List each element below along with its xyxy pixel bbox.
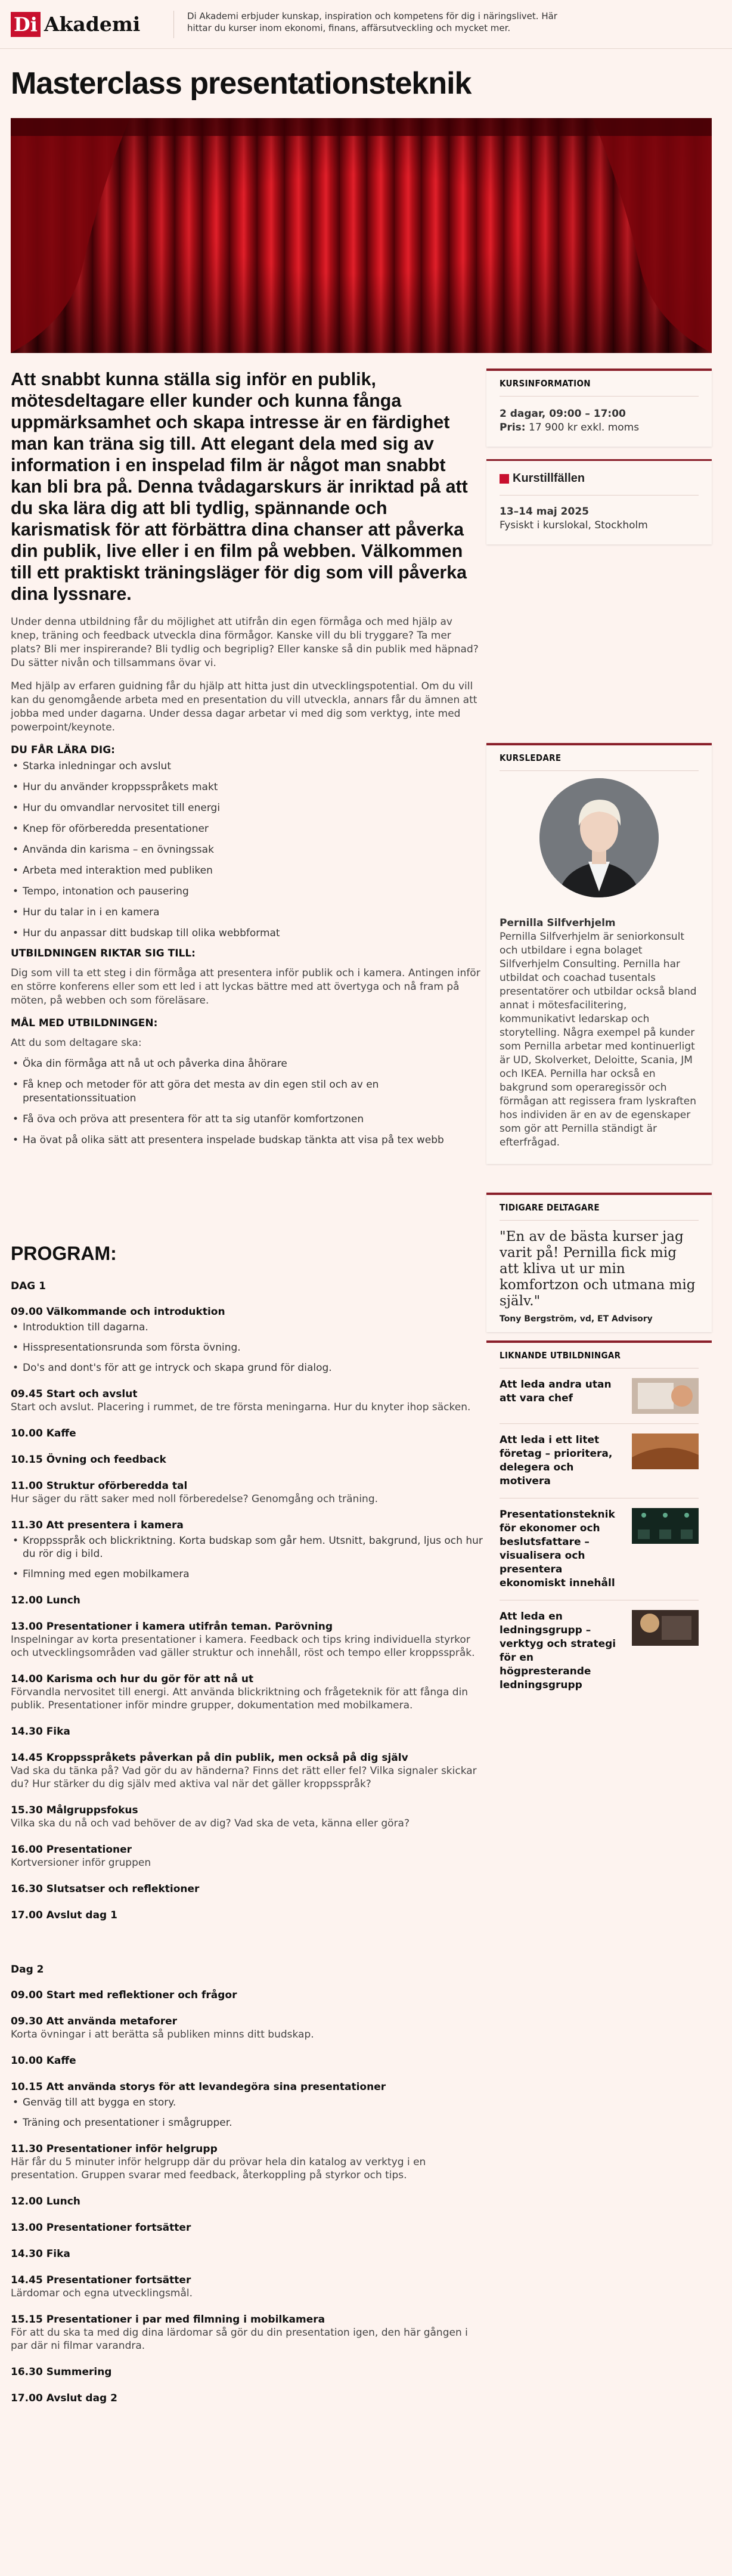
related-course-item[interactable] bbox=[500, 1368, 699, 1424]
price-label: Pris: bbox=[500, 422, 526, 434]
schedule-item-description: Vad ska du tänka på? Vad gör du av händerna? Finns det rätt eller fel? Vilka signaler skickar du? Hur stärker du dig själv med aktiva val när det gäller kroppsspråk? bbox=[11, 1765, 477, 1790]
list-item: • Ha övat på olika sätt att presentera inspelade budskap tänkta att visa på tex webb bbox=[11, 1134, 482, 1147]
schedule-item-title: 09.00 Start med reflektioner och frågor bbox=[11, 1989, 237, 2001]
goals-intro: Att du som deltagare ska: bbox=[11, 1037, 142, 1049]
teacher-heading: KURSLEDARE bbox=[500, 753, 699, 771]
schedule-item-title: 14.45 Kroppsspråkets påverkan på din publik, men också på dig själv bbox=[11, 1752, 408, 1764]
schedule-item bbox=[11, 2221, 488, 2234]
day-2-heading: Dag 2 bbox=[11, 1964, 44, 1976]
schedule-item bbox=[11, 1388, 488, 1414]
related-course-image[interactable] bbox=[632, 1610, 699, 1646]
teacher-box bbox=[486, 743, 712, 1164]
schedule-item-title: 16.00 Presentationer bbox=[11, 1844, 132, 1856]
intro-text: Att snabbt kunna ställa sig inför en publik, mötesdeltagare eller kunder och kunna fånga uppmärksamhet och skapa intresse är en färdighet man kan träna sig till. Att elegant dela med sig av information i en inspelad film är något man snabbt kan bli bra på. Denna tvådagarskurs är inriktad på att du ska lära dig att bli tydlig, spännande och karismatisk för att förbättra dina chanser att påverka din publik, live eller i en film på webben. Välkommen till ett praktiskt träningsläger för dig som vill påverka dina lyssnare. bbox=[11, 369, 468, 604]
schedule-item-bullets bbox=[11, 2096, 488, 2129]
schedule-item bbox=[11, 2247, 488, 2261]
schedule-item-description: Korta övningar i att berätta så publiken minns ditt budskap. bbox=[11, 2029, 314, 2041]
page-title: Masterclass presentationsteknik bbox=[11, 66, 472, 101]
related-course-title[interactable]: Presentationsteknik för ekonomer och beslutsfattare – visualisera och presentera ekonomiskt innehåll bbox=[500, 1509, 615, 1589]
related-course-title[interactable]: Att leda en ledningsgrupp – verktyg och strategi för en högpresterande ledningsgrupp bbox=[500, 1611, 616, 1691]
schedule-item-description: Vilka ska du nå och vad behöver de av dig? Vad ska de veta, känna eller göra? bbox=[11, 1818, 410, 1829]
testimonial-quote: "En av de bästa kurser jag varit på! Pernilla fick mig att kliva ut ur min komfortzon och utmana mig själv." bbox=[500, 1229, 696, 1309]
learn-list bbox=[11, 760, 482, 940]
related-course-image[interactable] bbox=[632, 1508, 699, 1544]
list-item: • Introduktion till dagarna. bbox=[11, 1321, 488, 1334]
list-item: • Hur du talar in i en kamera bbox=[11, 906, 482, 919]
course-duration: 2 dagar, 09:00 – 17:00 bbox=[500, 408, 626, 420]
program-section bbox=[11, 1243, 488, 2405]
schedule-item-title: 11.00 Struktur oförberedda tal bbox=[11, 1480, 188, 1492]
occasion-place: Fysiskt i kurslokal, Stockholm bbox=[500, 519, 648, 531]
occasions-box bbox=[486, 459, 712, 544]
schedule-item bbox=[11, 2195, 488, 2208]
schedule-item-bullets bbox=[11, 1321, 488, 1374]
header-tagline: Di Akademi erbjuder kunskap, inspiration och kompetens för dig i näringslivet. Här hittar du kurser inom ekonomi, finans, affärsutveckling och mycket mer. bbox=[187, 11, 557, 33]
schedule-item bbox=[11, 1453, 488, 1466]
hero-image-curtain bbox=[11, 118, 712, 353]
list-item: • Få öva och pröva att presentera för att ta sig utanför komfortzonen bbox=[11, 1113, 482, 1126]
goals-list bbox=[11, 1057, 482, 1147]
schedule-item-description: För att du ska ta med dig dina lärdomar så gör du din presentation igen, den här gången i par där ni filmar varandra. bbox=[11, 2327, 468, 2352]
testimonial-author: Tony Bergström, vd, ET Advisory bbox=[500, 1314, 653, 1324]
list-item: • Öka din förmåga att nå ut och påverka dina åhörare bbox=[11, 1057, 482, 1071]
related-heading: LIKNANDE UTBILDNINGAR bbox=[500, 1350, 699, 1368]
related-courses bbox=[486, 1340, 712, 1702]
list-item: • Tempo, intonation och pausering bbox=[11, 885, 482, 899]
schedule-item-title: 16.30 Slutsatser och reflektioner bbox=[11, 1883, 200, 1895]
course-description bbox=[11, 369, 482, 1154]
list-item: • Filmning med egen mobilkamera bbox=[11, 1568, 488, 1581]
schedule-item bbox=[11, 1883, 488, 1896]
teacher-name: Pernilla Silfverhjelm bbox=[500, 917, 616, 929]
schedule-item bbox=[11, 1620, 488, 1659]
occasions-heading bbox=[500, 472, 699, 496]
day-1-heading: DAG 1 bbox=[11, 1280, 46, 1292]
logo-text: Akademi bbox=[44, 13, 141, 36]
schedule-item-title: 10.15 Att använda storys för att levandegöra sina presentationer bbox=[11, 2081, 386, 2093]
schedule-item bbox=[11, 1427, 488, 1440]
list-item: • Hur du anpassar ditt budskap till olika webbformat bbox=[11, 927, 482, 940]
testimonial-heading: TIDIGARE DELTAGARE bbox=[500, 1202, 699, 1221]
course-info-box bbox=[486, 369, 712, 447]
schedule-item-title: 16.30 Summering bbox=[11, 2366, 112, 2378]
di-akademi-logo[interactable] bbox=[11, 12, 140, 37]
schedule-item-title: 11.30 Att presentera i kamera bbox=[11, 1519, 184, 1531]
paragraph-1: Under denna utbildning får du möjlighet att utifrån din egen förmåga och med hjälp av knep, träning och feedback utveckla dina förmågor. Kanske vill du bli tryggare? Ta mer plats? Bli mer inspirerande? Bli tydlig och begriplig? Eller kanske så din publik med häpnad? Du sätter nivån och tillsammans övar vi. bbox=[11, 616, 479, 669]
list-item: • Hur du omvandlar nervositet till energi bbox=[11, 801, 482, 815]
list-item: • Starka inledningar och avslut bbox=[11, 760, 482, 773]
target-heading: UTBILDNINGEN RIKTAR SIG TILL: bbox=[11, 948, 196, 959]
schedule-item bbox=[11, 1594, 488, 1607]
learn-heading: DU FÅR LÄRA DIG: bbox=[11, 744, 115, 756]
site-header bbox=[0, 0, 732, 49]
schedule-item-title: 09.45 Start och avslut bbox=[11, 1388, 138, 1400]
paragraph-2: Med hjälp av erfaren guidning får du hjälp att hitta just din utvecklingspotential. Om du vill kan du genomgående arbeta med en presentation du vill utveckla, annars får du ämnen att jobba med under dagarna. Under dessa dagar arbetar vi med dig som verktyg, inte med powerpoint/keynote. bbox=[11, 680, 477, 733]
schedule-item-title: 10.00 Kaffe bbox=[11, 1428, 76, 1439]
related-course-title[interactable]: Att leda i ett litet företag – prioritera, delegera och motivera bbox=[500, 1434, 613, 1487]
related-course-image[interactable] bbox=[632, 1433, 699, 1469]
related-course-item[interactable] bbox=[500, 1498, 699, 1600]
schedule-item-title: 14.45 Presentationer fortsätter bbox=[11, 2274, 191, 2286]
course-info-heading: KURSINFORMATION bbox=[500, 378, 699, 397]
schedule-item bbox=[11, 1479, 488, 1506]
schedule-item bbox=[11, 1751, 488, 1791]
schedule-item-title: 14.00 Karisma och hur du gör för att nå ut bbox=[11, 1673, 254, 1685]
schedule-item-title: 10.00 Kaffe bbox=[11, 2055, 76, 2067]
related-course-image[interactable] bbox=[632, 1378, 699, 1414]
list-item: • Få knep och metoder för att göra det mesta av din egen stil och av en presentationssituation bbox=[11, 1078, 482, 1106]
schedule-item-title: 09.30 Att använda metaforer bbox=[11, 2015, 178, 2027]
schedule-item bbox=[11, 1909, 488, 1922]
schedule-item bbox=[11, 2142, 488, 2182]
schedule-item-title: 15.30 Målgruppsfokus bbox=[11, 1804, 138, 1816]
schedule-item bbox=[11, 1305, 488, 1374]
goals-heading: MÅL MED UTBILDNINGEN: bbox=[11, 1017, 158, 1029]
schedule-item bbox=[11, 2015, 488, 2041]
list-item: • Genväg till att bygga en story. bbox=[11, 2096, 488, 2109]
list-item: • Hisspresentationsrunda som första övning. bbox=[11, 1341, 488, 1354]
list-item: • Använda din karisma – en övningssak bbox=[11, 843, 482, 857]
schedule-item bbox=[11, 2313, 488, 2352]
schedule-item-title: 13.00 Presentationer fortsätter bbox=[11, 2222, 191, 2234]
list-item: • Hur du använder kroppsspråkets makt bbox=[11, 781, 482, 794]
schedule-item-title: 17.00 Avslut dag 1 bbox=[11, 1909, 117, 1921]
day-1-schedule bbox=[11, 1305, 488, 1922]
occasions-heading-text: Kurstillfällen bbox=[513, 472, 585, 485]
schedule-item-title: 12.00 Lunch bbox=[11, 2196, 80, 2207]
schedule-item bbox=[11, 1725, 488, 1738]
schedule-item-title: 09.00 Välkommande och introduktion bbox=[11, 1306, 225, 1318]
schedule-item bbox=[11, 2392, 488, 2405]
list-item: • Knep för oförberedda presentationer bbox=[11, 822, 482, 836]
schedule-item-title: 15.15 Presentationer i par med filmning i mobilkamera bbox=[11, 2314, 325, 2326]
schedule-item bbox=[11, 1519, 488, 1581]
red-square-icon bbox=[500, 474, 509, 484]
schedule-item bbox=[11, 2054, 488, 2067]
schedule-item bbox=[11, 1673, 488, 1712]
day-2-schedule bbox=[11, 1989, 488, 2405]
schedule-item bbox=[11, 1804, 488, 1830]
testimonial-box bbox=[486, 1193, 712, 1332]
schedule-item-description: Hur säger du rätt saker med noll förberedelse? Genomgång och träning. bbox=[11, 1493, 379, 1505]
teacher-bio: Pernilla Silfverhjelm är seniorkonsult och utbildare i egna bolaget Silfverhjelm Consulting. Pernilla har utbildat och coachad tusentals presentatörer och utbildar också bland annat i mötesfacilitering, kommunikativt ledarskap och storytelling. Några exempel på kunder som Pernilla arbetar med kontinuerligt är UD, Skolverket, Deloitte, Scania, JM och IKEA. Pernilla har också en bakgrund som operaregissör och förmågan att regissera fram lyskraften hos individen är en av de egenskaper som gör att Pernilla ständigt är efterfrågad. bbox=[500, 931, 697, 1148]
logo-di: Di bbox=[11, 12, 41, 37]
related-course-item[interactable] bbox=[500, 1424, 699, 1498]
schedule-item-description: Lärdomar och egna utvecklingsmål. bbox=[11, 2287, 193, 2299]
list-item: • Arbeta med interaktion med publiken bbox=[11, 864, 482, 878]
schedule-item-description: Inspelningar av korta presentationer i kamera. Feedback och tips kring individuella styrkor och utvecklingsområden vad gäller struktur och innehåll, röst och tempo eller kroppsspråk. bbox=[11, 1634, 475, 1659]
schedule-item bbox=[11, 1989, 488, 2002]
schedule-item-description: Start och avslut. Placering i rummet, de tre första meningarna. Hur du knyter ihop säcken. bbox=[11, 1401, 471, 1413]
schedule-item-bullets bbox=[11, 1534, 488, 1581]
teacher-photo bbox=[539, 778, 659, 897]
target-text: Dig som vill ta ett steg i din förmåga att presentera inför publik och i kamera. Antingen inför en större konferens eller som ett led i att lyckas bättre med att övertyga och nå fram på möten, på webben och som föreläsare. bbox=[11, 967, 480, 1007]
occasion-date[interactable]: 13–14 maj 2025 bbox=[500, 506, 589, 518]
schedule-item-title: 13.00 Presentationer i kamera utifrån teman. Parövning bbox=[11, 1621, 333, 1633]
list-item: • Träning och presentationer i smågrupper. bbox=[11, 2116, 488, 2129]
schedule-item bbox=[11, 2366, 488, 2379]
course-price: 17 900 kr exkl. moms bbox=[529, 422, 640, 434]
schedule-item-description: Kortversioner inför gruppen bbox=[11, 1857, 151, 1869]
related-course-item[interactable] bbox=[500, 1600, 699, 1702]
schedule-item-title: 14.30 Fika bbox=[11, 1726, 70, 1738]
program-title: PROGRAM: bbox=[11, 1243, 117, 1264]
header-divider bbox=[173, 11, 174, 38]
schedule-item-description: Förvandla nervositet till energi. Att använda blickriktning och frågeteknik för att fånga din publik. Presentationer inför mindre grupper, dokumentation med mobilkamera. bbox=[11, 1686, 469, 1711]
schedule-item-description: Här får du 5 minuter inför helgrupp där du prövar hela din katalog av verktyg i en presentation. Gruppen svarar med feedback, återkoppling på styrkor och tips. bbox=[11, 2156, 426, 2181]
list-item: • Kroppsspråk och blickriktning. Korta budskap som går hem. Utsnitt, bakgrund, ljus och hur du rör dig i bild. bbox=[11, 1534, 488, 1561]
list-item: • Do's and dont's för att ge intryck och skapa grund för dialog. bbox=[11, 1361, 488, 1374]
schedule-item-title: 17.00 Avslut dag 2 bbox=[11, 2392, 117, 2404]
schedule-item bbox=[11, 1843, 488, 1869]
schedule-item-title: 14.30 Fika bbox=[11, 2248, 70, 2260]
schedule-item-title: 12.00 Lunch bbox=[11, 1594, 80, 1606]
schedule-item-title: 10.15 Övning och feedback bbox=[11, 1454, 166, 1466]
schedule-item bbox=[11, 2274, 488, 2300]
related-course-title[interactable]: Att leda andra utan att vara chef bbox=[500, 1379, 612, 1404]
schedule-item bbox=[11, 2080, 488, 2129]
schedule-item-title: 11.30 Presentationer inför helgrupp bbox=[11, 2143, 218, 2155]
